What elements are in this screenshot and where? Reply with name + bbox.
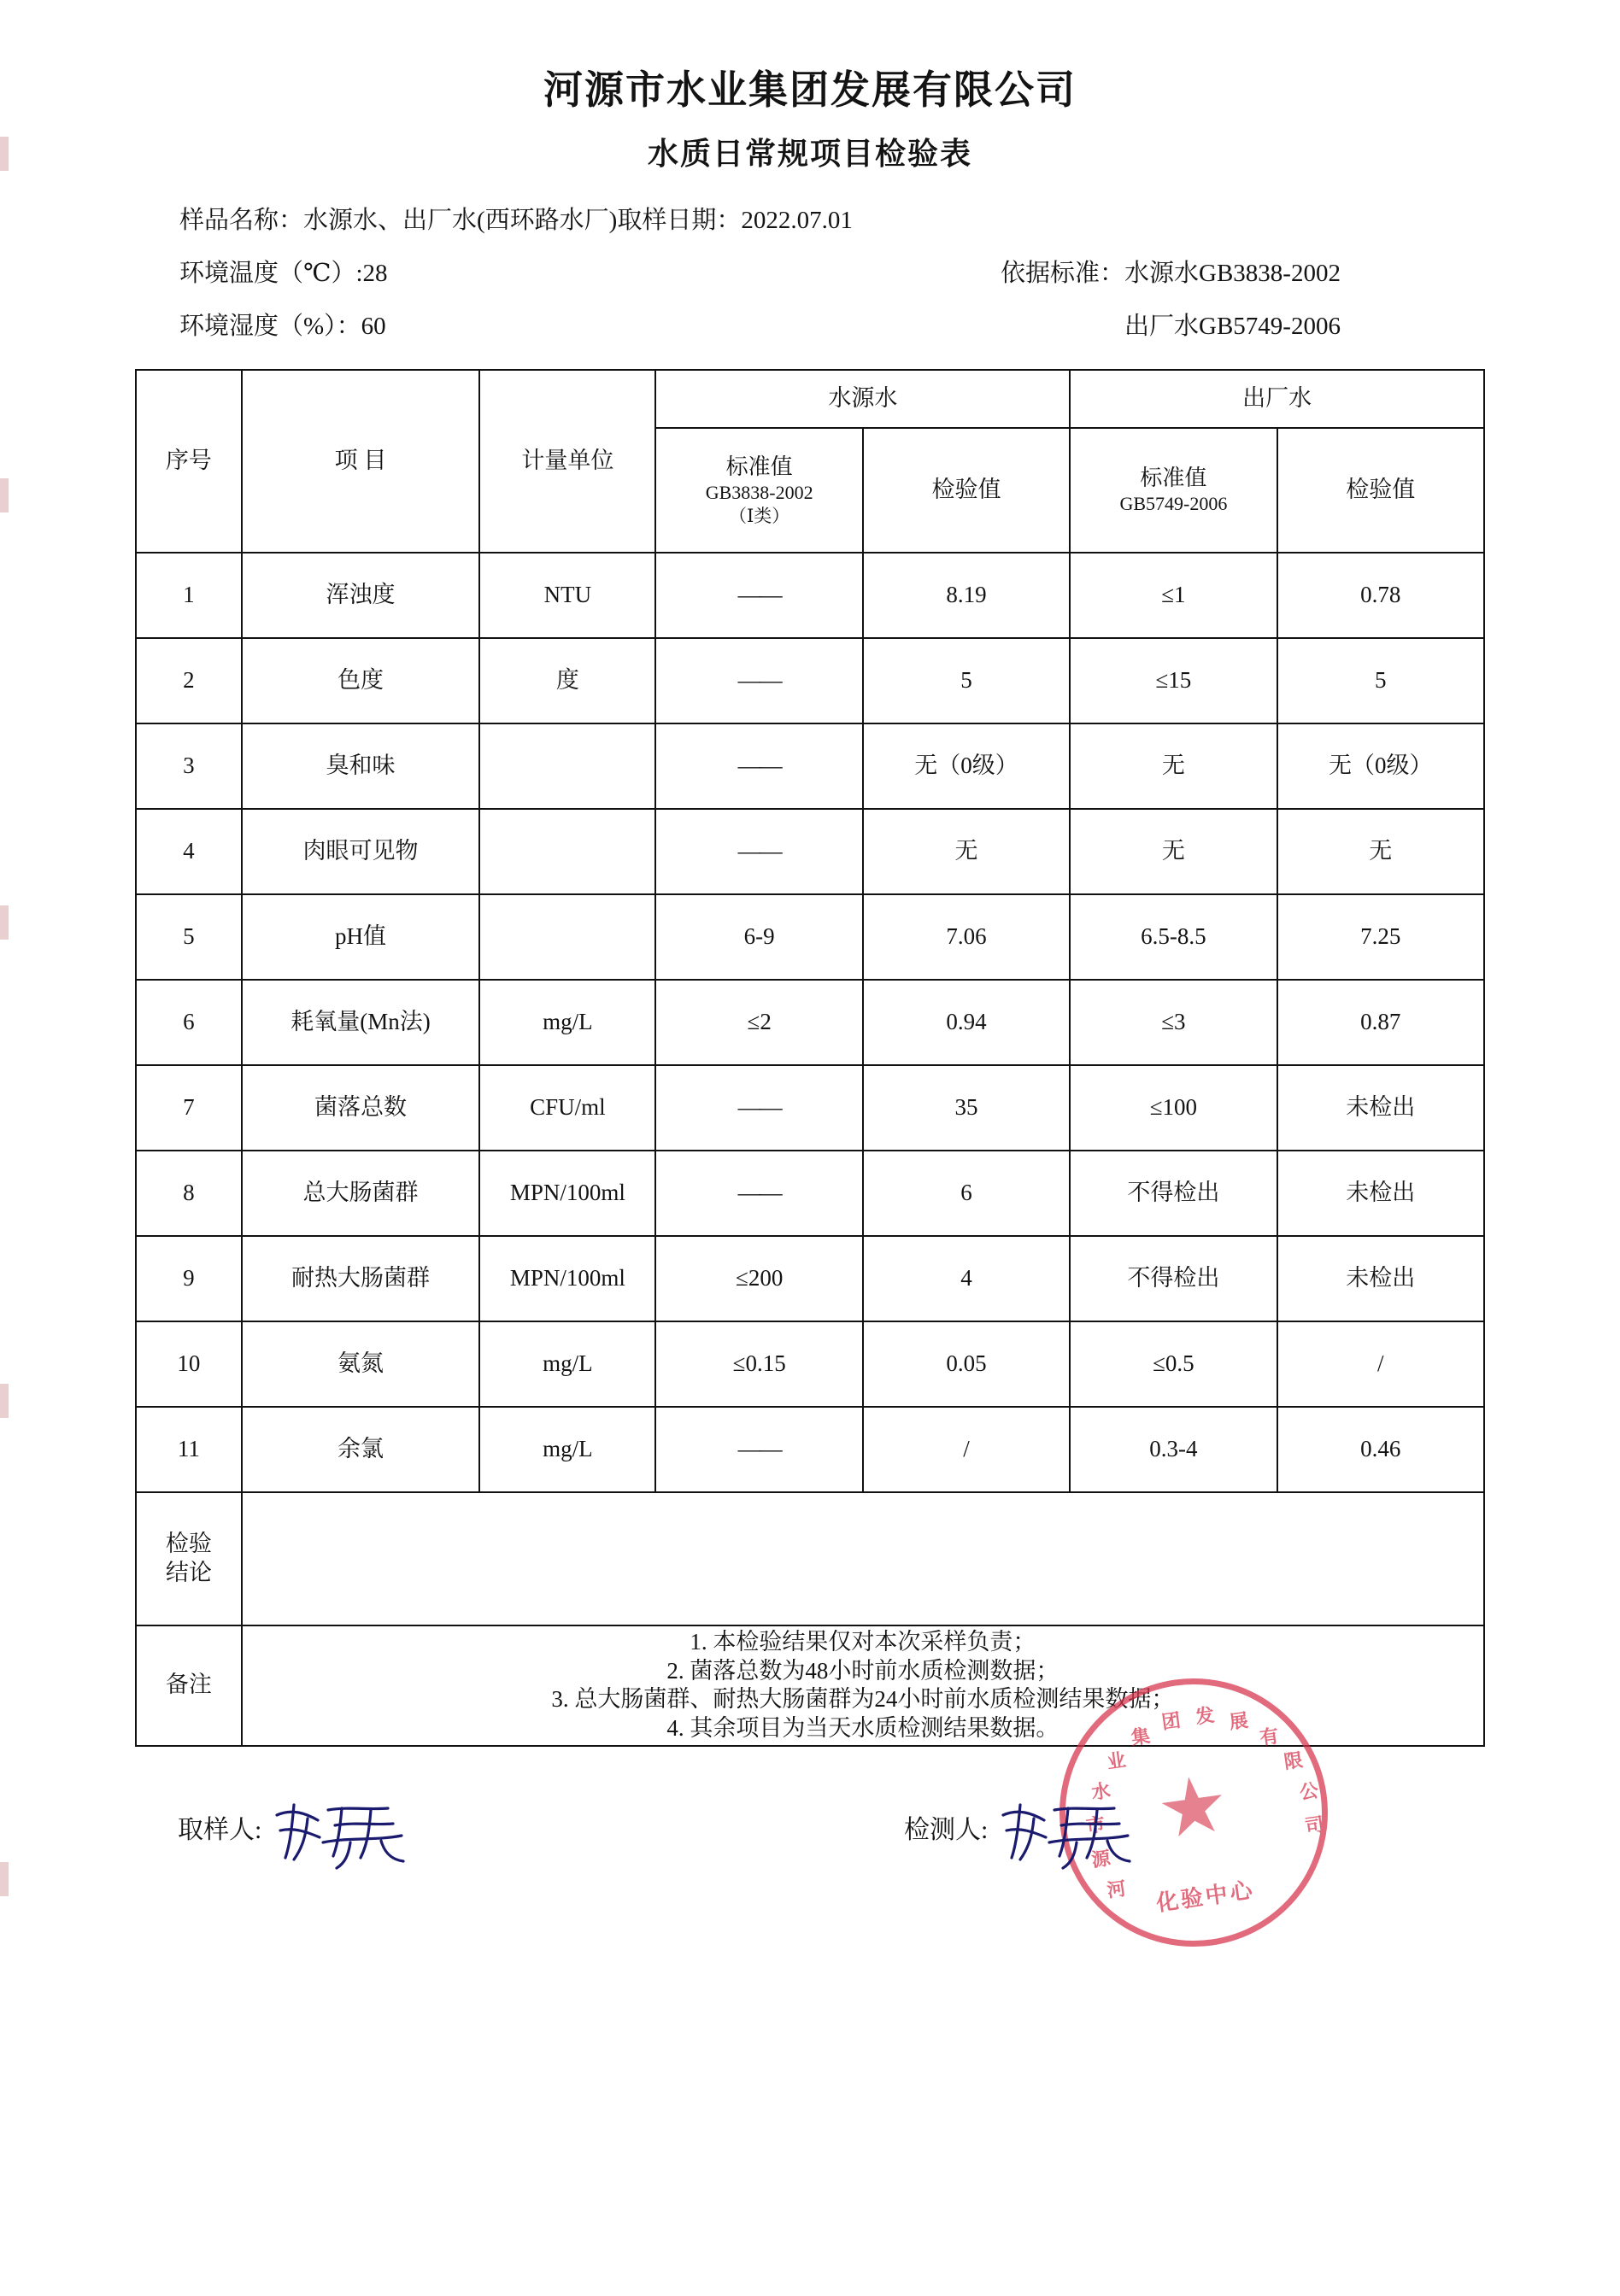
cell-unit: 度 <box>479 638 655 723</box>
cell-seq: 4 <box>136 809 242 894</box>
table-row <box>136 638 1484 723</box>
cell-val-source: 4 <box>863 1236 1070 1321</box>
cell-item: 耐热大肠菌群 <box>242 1236 479 1321</box>
cell-std-plant: ≤0.5 <box>1070 1321 1277 1407</box>
cell-seq: 3 <box>136 723 242 809</box>
remark-line-3: 3. 总大肠菌群、耐热大肠菌群为24小时前水质检测结果数据； <box>551 1686 1175 1713</box>
cell-unit: MPN/100ml <box>479 1236 655 1321</box>
table-row <box>136 1321 1484 1407</box>
meta-row-humidity <box>179 308 1492 347</box>
cell-std-plant: 不得检出 <box>1070 1236 1277 1321</box>
env-humidity-value: 60 <box>361 313 386 340</box>
cell-val-plant: 未检出 <box>1277 1236 1484 1321</box>
cell-item: 耗氧量(Mn法) <box>242 980 479 1065</box>
company-name: 河源市水业集团发展有限公司 <box>543 68 1077 112</box>
cell-std-source: 6-9 <box>655 894 862 980</box>
cell-val-source: 7.06 <box>863 894 1070 980</box>
table-body <box>136 553 1484 1746</box>
cell-seq: 7 <box>136 1065 242 1151</box>
cell-std-source: —— <box>655 809 862 894</box>
std-source-line3: （Ⅰ类） <box>729 505 790 526</box>
group-header-plant-water: 出厂水 <box>1070 370 1484 428</box>
cell-val-plant: 无 <box>1277 809 1484 894</box>
remark-line-4: 4. 其余项目为当天水质检测结果数据。 <box>666 1715 1059 1742</box>
table-header-group-row <box>136 370 1484 428</box>
cell-val-plant: 0.87 <box>1277 980 1484 1065</box>
column-header-item: 项 目 <box>242 370 479 553</box>
cell-item: 余氯 <box>242 1407 479 1492</box>
cell-unit <box>479 894 655 980</box>
cell-unit: NTU <box>479 553 655 638</box>
seal-outer-text: 河 源 市 水 业 集 团 发 展 有 限 公 司 <box>1084 1703 1325 1901</box>
conclusion-label <box>136 1492 242 1625</box>
edge-mark <box>0 905 9 940</box>
conclusion-label-line1: 检验 <box>165 1531 212 1557</box>
cell-std-plant: 0.3-4 <box>1070 1407 1277 1492</box>
page-title: 水质日常规项目检验表 <box>647 137 972 172</box>
cell-std-source: —— <box>655 1407 862 1492</box>
group-header-source-water: 水源水 <box>655 370 1070 428</box>
cell-seq: 10 <box>136 1321 242 1407</box>
cell-val-source: 6 <box>863 1151 1070 1236</box>
cell-val-source: 5 <box>863 638 1070 723</box>
cell-item: 臭和味 <box>242 723 479 809</box>
sample-name-value: 水源水、出厂水(西环路水厂) <box>303 207 618 235</box>
cell-std-plant: ≤3 <box>1070 980 1277 1065</box>
cell-val-plant: 5 <box>1277 638 1484 723</box>
cell-val-plant: 未检出 <box>1277 1151 1484 1236</box>
cell-unit: mg/L <box>479 980 655 1065</box>
std-source-line2: GB3838-2002 <box>705 482 813 504</box>
sampler-label: 取样人: <box>178 1815 262 1844</box>
cell-val-plant: 0.46 <box>1277 1407 1484 1492</box>
standard-plant-water: 出厂水GB5749-2006 <box>1124 313 1341 340</box>
edge-mark <box>0 478 9 512</box>
cell-val-source: / <box>863 1407 1070 1492</box>
cell-seq: 8 <box>136 1151 242 1236</box>
column-header-std-source <box>655 428 862 553</box>
cell-val-plant: 7.25 <box>1277 894 1484 980</box>
cell-std-source: —— <box>655 638 862 723</box>
cell-std-plant: 不得检出 <box>1070 1151 1277 1236</box>
sample-name-label: 样品名称： <box>179 207 304 235</box>
env-temp-label: 环境温度（℃）: <box>179 260 363 288</box>
cell-val-plant: 0.78 <box>1277 553 1484 638</box>
cell-unit: mg/L <box>479 1407 655 1492</box>
cell-std-source: ≤0.15 <box>655 1321 862 1407</box>
sampler-signature <box>268 1793 431 1870</box>
cell-std-source: ≤200 <box>655 1236 862 1321</box>
meta-row-temperature <box>179 255 1492 294</box>
cell-item: 菌落总数 <box>242 1065 479 1151</box>
sample-date-value: 2022.07.01 <box>741 207 853 235</box>
cell-std-plant: ≤100 <box>1070 1065 1277 1151</box>
water-quality-table <box>135 369 1485 1747</box>
cell-std-plant: 无 <box>1070 809 1277 894</box>
cell-item: pH值 <box>242 894 479 980</box>
standard-source-water: 水源水GB3838-2002 <box>1124 260 1341 288</box>
signature-row <box>135 1784 1485 1887</box>
cell-val-source: 0.05 <box>863 1321 1070 1407</box>
remark-body <box>242 1625 1484 1746</box>
cell-item: 氨氮 <box>242 1321 479 1407</box>
tester-label: 检测人: <box>904 1815 989 1844</box>
cell-std-source: —— <box>655 1151 862 1236</box>
column-header-val-source: 检验值 <box>863 428 1070 553</box>
edge-mark <box>0 137 9 171</box>
conclusion-label-line2: 结论 <box>165 1559 212 1585</box>
cell-val-source: 无 <box>863 809 1070 894</box>
sampler-block <box>178 1793 431 1870</box>
conclusion-value <box>242 1492 1484 1625</box>
cell-std-source: ≤2 <box>655 980 862 1065</box>
cell-val-source: 35 <box>863 1065 1070 1151</box>
cell-std-plant: ≤15 <box>1070 638 1277 723</box>
seal-center-text: 化验中心 <box>1154 1877 1257 1916</box>
meta-row-sample <box>179 202 1492 241</box>
conclusion-row <box>136 1492 1484 1625</box>
cell-seq: 1 <box>136 553 242 638</box>
cell-val-plant: / <box>1277 1321 1484 1407</box>
cell-val-plant: 未检出 <box>1277 1065 1484 1151</box>
cell-seq: 6 <box>136 980 242 1065</box>
column-header-std-plant <box>1070 428 1277 553</box>
column-header-seq: 序号 <box>136 370 242 553</box>
cell-seq: 2 <box>136 638 242 723</box>
edge-mark <box>0 1862 9 1896</box>
cell-unit: CFU/ml <box>479 1065 655 1151</box>
std-source-line1: 标准值 <box>725 454 793 479</box>
cell-val-source: 无（0级） <box>863 723 1070 809</box>
column-header-unit: 计量单位 <box>479 370 655 553</box>
table-row <box>136 553 1484 638</box>
table-row <box>136 980 1484 1065</box>
cell-unit: MPN/100ml <box>479 1151 655 1236</box>
cell-unit <box>479 723 655 809</box>
cell-std-source: —— <box>655 723 862 809</box>
table-row <box>136 723 1484 809</box>
table-row <box>136 894 1484 980</box>
cell-std-plant: 无 <box>1070 723 1277 809</box>
table-row <box>136 809 1484 894</box>
remark-line-2: 2. 菌落总数为48小时前水质检测数据； <box>666 1657 1059 1684</box>
std-plant-line2: GB5749-2006 <box>1119 493 1228 515</box>
cell-val-source: 0.94 <box>863 980 1070 1065</box>
tester-signature <box>995 1793 1157 1870</box>
cell-unit <box>479 809 655 894</box>
cell-seq: 5 <box>136 894 242 980</box>
sample-date-label: 取样日期： <box>617 207 742 235</box>
std-plant-line1: 标准值 <box>1140 465 1207 490</box>
cell-item: 肉眼可见物 <box>242 809 479 894</box>
cell-std-plant: ≤1 <box>1070 553 1277 638</box>
table-row <box>136 1151 1484 1236</box>
cell-unit: mg/L <box>479 1321 655 1407</box>
tester-block <box>904 1793 1157 1870</box>
cell-item: 色度 <box>242 638 479 723</box>
cell-std-plant: 6.5-8.5 <box>1070 894 1277 980</box>
cell-item: 浑浊度 <box>242 553 479 638</box>
remark-row <box>136 1625 1484 1746</box>
env-humidity-label: 环境湿度（%）： <box>179 313 361 340</box>
cell-val-source: 8.19 <box>863 553 1070 638</box>
column-header-val-plant: 检验值 <box>1277 428 1484 553</box>
cell-seq: 11 <box>136 1407 242 1492</box>
remark-label: 备注 <box>136 1625 242 1746</box>
remark-line-1: 1. 本检验结果仅对本次采样负责； <box>690 1628 1036 1655</box>
table-row <box>136 1065 1484 1151</box>
cell-seq: 9 <box>136 1236 242 1321</box>
cell-item: 总大肠菌群 <box>242 1151 479 1236</box>
standard-label: 依据标准： <box>1000 260 1124 288</box>
cell-val-plant: 无（0级） <box>1277 723 1484 809</box>
cell-std-source: —— <box>655 553 862 638</box>
document-meta <box>0 202 1620 346</box>
table-row <box>136 1407 1484 1492</box>
env-temp-value: 28 <box>362 260 388 288</box>
cell-std-source: —— <box>655 1065 862 1151</box>
table-row <box>136 1236 1484 1321</box>
edge-mark <box>0 1384 9 1418</box>
